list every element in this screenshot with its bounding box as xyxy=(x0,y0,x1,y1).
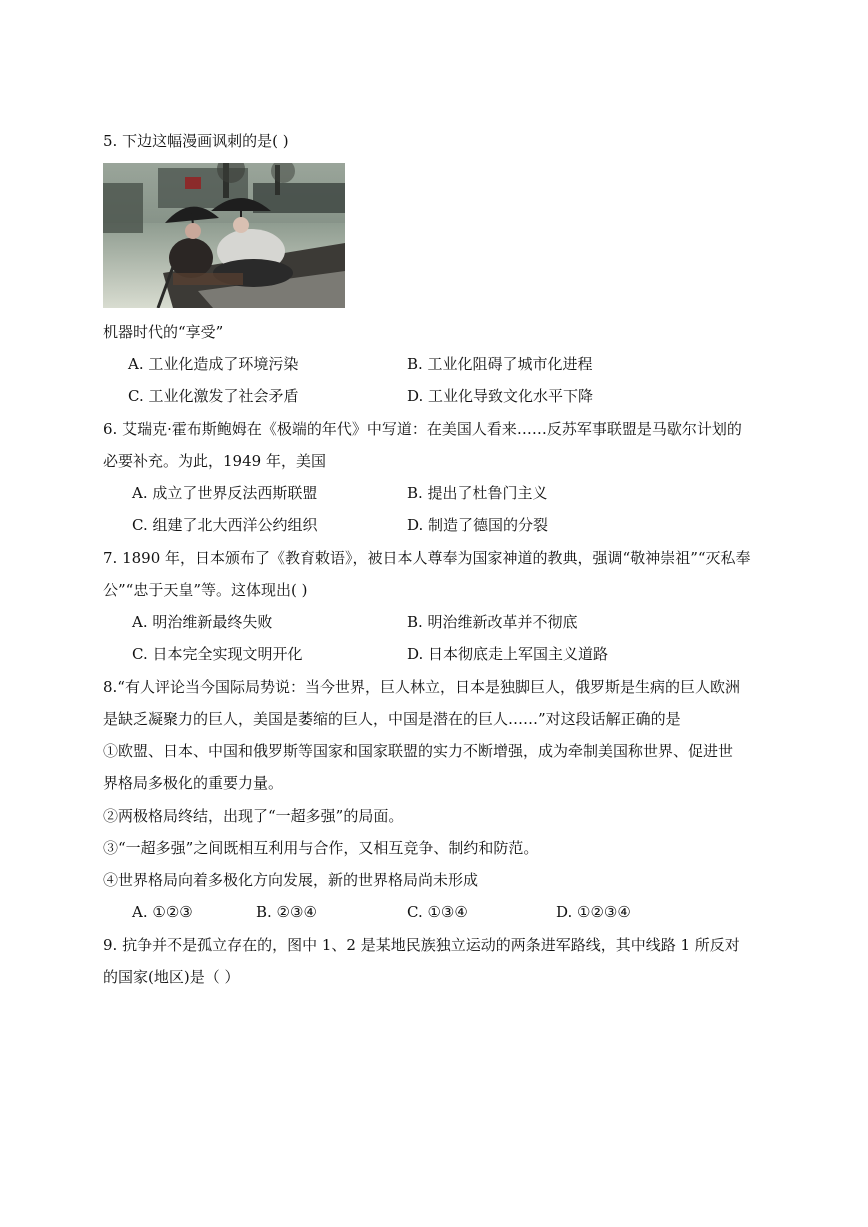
q7-stem-line2: 公”“忠于天皇”等。这体现出( ) xyxy=(103,581,308,599)
q6-option-a: A. 成立了世界反法西斯联盟 xyxy=(132,484,318,502)
q8-option-d: D. ①②③④ xyxy=(556,903,631,921)
q7-option-d: D. 日本彻底走上军国主义道路 xyxy=(407,645,609,663)
q5-option-c: C. 工业化激发了社会矛盾 xyxy=(128,387,299,405)
q7-option-c: C. 日本完全实现文明开化 xyxy=(132,645,303,663)
q8-option-b: B. ②③④ xyxy=(256,903,317,921)
q8-item1-line1: ①欧盟、日本、中国和俄罗斯等国家和国家联盟的实力不断增强，成为牵制美国称世界、促进世 xyxy=(103,742,734,760)
q8-item3: ③“一超多强”之间既相互利用与合作，又相互竞争、制约和防范。 xyxy=(103,839,539,857)
q9-stem-line2: 的国家(地区)是（ ） xyxy=(103,968,240,986)
q8-item4: ④世界格局向着多极化方向发展，新的世界格局尚未形成 xyxy=(103,871,479,889)
q6-option-b: B. 提出了杜鲁门主义 xyxy=(407,484,548,502)
q8-stem-line1: 8.“有人评论当今国际局势说：当今世界，巨人林立，日本是独脚巨人，俄罗斯是生病的巨人欧洲 xyxy=(103,678,740,696)
q7-option-b: B. 明治维新改革并不彻底 xyxy=(407,613,578,631)
q5-stem: 5. 下边这幅漫画讽刺的是( ) xyxy=(103,132,289,150)
q6-option-d: D. 制造了德国的分裂 xyxy=(407,516,549,534)
q8-stem-line2: 是缺乏凝聚力的巨人，美国是萎缩的巨人，中国是潜在的巨人……”对这段话解正确的是 xyxy=(103,710,681,728)
q6-stem-line2: 必要补充。为此，1949 年，美国 xyxy=(103,452,326,470)
q6-stem-line1: 6. 艾瑞克·霍布斯鲍姆在《极端的年代》中写道：在美国人看来……反苏军事联盟是马歇尔计划的 xyxy=(103,420,742,438)
q8-item1-line2: 界格局多极化的重要力量。 xyxy=(103,774,284,792)
q5-option-b: B. 工业化阻碍了城市化进程 xyxy=(407,355,593,373)
q7-stem-line1: 7. 1890 年，日本颁布了《教育敕语》，被日本人尊奉为国家神道的教典，强调“敬神崇祖”“灭私奉 xyxy=(103,549,751,567)
q5-caption: 机器时代的“享受” xyxy=(103,323,224,341)
q7-option-a: A. 明治维新最终失败 xyxy=(132,613,273,631)
q6-option-c: C. 组建了北大西洋公约组织 xyxy=(132,516,318,534)
painting-umbrellas-boat-icon xyxy=(103,163,345,308)
q8-option-a: A. ①②③ xyxy=(132,903,193,921)
q9-stem-line1: 9. 抗争并不是孤立存在的，图中 1、2 是某地民族独立运动的两条进军路线，其中线路 1 所反对 xyxy=(103,936,740,954)
q5-option-d: D. 工业化导致文化水平下降 xyxy=(407,387,594,405)
q8-item2: ②两极格局终结，出现了“一超多强”的局面。 xyxy=(103,807,404,825)
q5-option-a: A. 工业化造成了环境污染 xyxy=(128,355,299,373)
q8-option-c: C. ①③④ xyxy=(407,903,468,921)
